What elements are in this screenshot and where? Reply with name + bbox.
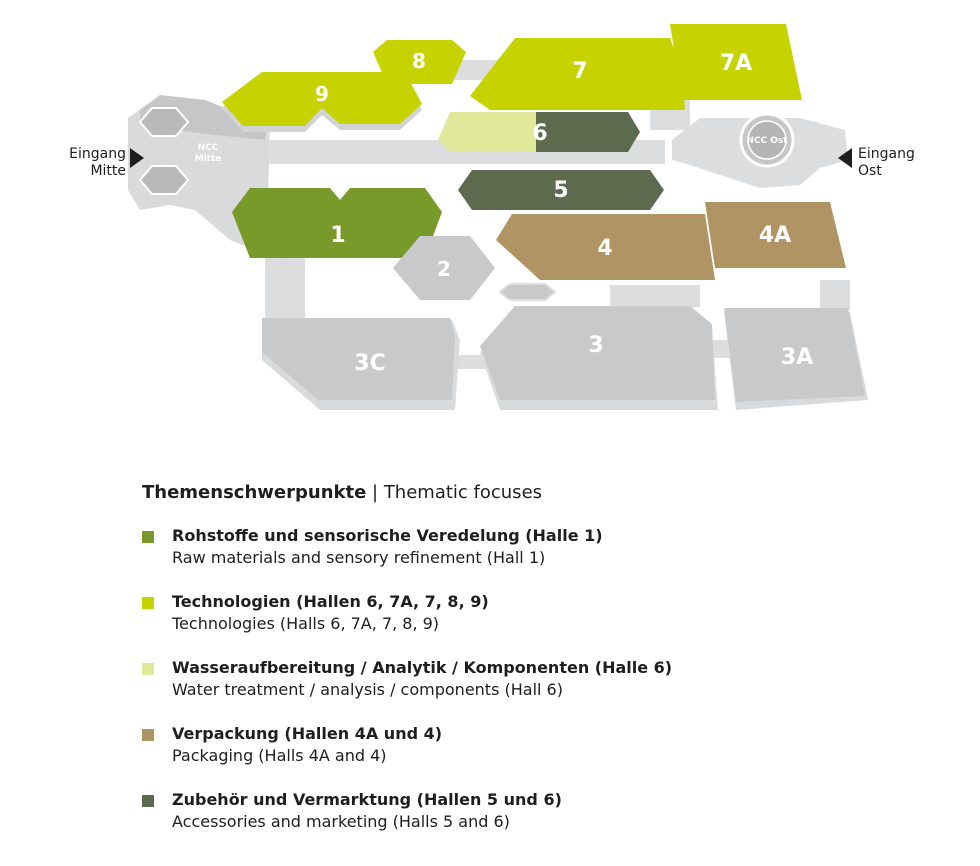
hall-6-label: 6 — [532, 121, 548, 146]
legend-item-de: Verpackung (Hallen 4A und 4) — [172, 724, 443, 743]
entrance-west-label — [66, 146, 126, 180]
hall-5-label: 5 — [553, 178, 569, 203]
hall-4a[interactable] — [705, 202, 846, 268]
ncc-mitte-label-1: NCC — [197, 143, 219, 153]
legend-item-technologies — [142, 591, 902, 657]
swatch-packaging — [142, 729, 154, 741]
hall-4-label: 4 — [597, 236, 613, 261]
hall-4[interactable] — [496, 214, 715, 280]
legend-item-en: Raw materials and sensory refinement (Hall 1) — [172, 548, 546, 567]
hall-3c-label: 3C — [354, 351, 386, 376]
legend-title — [142, 482, 902, 503]
ncc-ost-label: NCC Ost — [746, 136, 788, 146]
hall-1-label: 1 — [330, 223, 346, 248]
swatch-raw-materials — [142, 531, 154, 543]
hall-8[interactable] — [373, 40, 466, 84]
legend-item-de: Rohstoffe und sensorische Veredelung (Halle 1) — [172, 526, 603, 545]
legend-item-en: Packaging (Halls 4A and 4) — [172, 746, 387, 765]
hall-2-label: 2 — [437, 257, 451, 281]
legend-item-raw-materials — [142, 525, 902, 591]
hall-7a-label: 7A — [719, 51, 753, 76]
hall-6[interactable] — [438, 112, 640, 152]
hall-7a[interactable] — [670, 24, 802, 100]
hall-7-label: 7 — [572, 59, 588, 84]
swatch-water-treatment — [142, 663, 154, 675]
ncc-hex-top — [140, 108, 188, 136]
legend-item-de: Technologien (Hallen 6, 7A, 7, 8, 9) — [172, 592, 489, 611]
hall-4a-label: 4A — [758, 223, 792, 248]
legend-item-de: Wasseraufbereitung / Analytik / Komponenten (Halle 6) — [172, 658, 673, 677]
entrance-east-label-1: Eingang — [858, 146, 915, 162]
entrance-west-label-2: Mitte — [90, 163, 126, 179]
hall-3a-label: 3A — [780, 345, 814, 370]
legend-item-en: Water treatment / analysis / components (Hall 6) — [172, 680, 563, 699]
legend-item-en: Accessories and marketing (Halls 5 and 6) — [172, 812, 510, 831]
hall-3[interactable] — [480, 306, 718, 410]
ncc-hex-bottom — [140, 166, 188, 194]
entrance-west-label-1: Eingang — [69, 146, 126, 162]
legend-item-accessories — [142, 789, 902, 855]
legend-item-water-treatment — [142, 657, 902, 723]
hall-5[interactable] — [458, 170, 664, 210]
hall-9-label: 9 — [315, 82, 329, 106]
legend-title-separator: | — [366, 482, 384, 503]
hall-3a[interactable] — [724, 308, 868, 410]
legend-item-en: Technologies (Halls 6, 7A, 7, 8, 9) — [172, 614, 440, 633]
ncc-ost-building[interactable] — [672, 114, 848, 188]
legend — [142, 482, 902, 855]
legend-title-de: Themenschwerpunkte — [142, 482, 367, 503]
hall-3-label: 3 — [588, 333, 604, 358]
hall-7[interactable] — [470, 38, 685, 110]
legend-item-packaging — [142, 723, 902, 789]
entrance-east-label — [858, 146, 915, 180]
legend-item-de: Zubehör und Vermarktung (Hallen 5 und 6) — [172, 790, 562, 809]
hall-8-label: 8 — [412, 49, 426, 73]
legend-title-en: Thematic focuses — [383, 482, 543, 503]
entrance-east-label-2: Ost — [858, 163, 882, 179]
hall-3c[interactable] — [262, 318, 460, 410]
swatch-technologies — [142, 597, 154, 609]
swatch-accessories — [142, 795, 154, 807]
ncc-mitte-label-2: Mitte — [194, 154, 222, 164]
